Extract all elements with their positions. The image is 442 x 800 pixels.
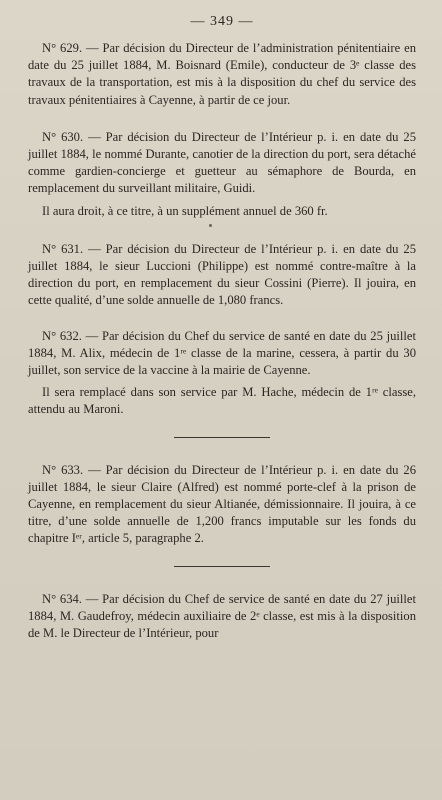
entry-634 bbox=[28, 591, 416, 643]
separator-dot bbox=[209, 224, 212, 227]
entry-631-text: N° 631. — Par décision du Directeur de l’Intérieur p. i. en date du 25 juillet 1884, le sieur Luccioni (Philippe) est nommé contre-maître à la direction du port, en remplacement du sieur Cossini (Pierre). Il jouira, en cette qualité, d’une solde annuelle de 1,080 francs. bbox=[28, 241, 416, 308]
entry-629-text: N° 629. — Par décision du Directeur de l’administration pénitentiaire en date du 25 juillet 1884, M. Boisnard (Emile), conducteur de 3ᵉ classe des travaux de la transportation, est mis à la disposition du chef du service des travaux pénitentiaires à Cayenne, à partir de ce jour. bbox=[28, 41, 416, 107]
entry-632 bbox=[28, 328, 416, 419]
section-rule bbox=[174, 566, 270, 567]
entry-630-text: N° 630. — Par décision du Directeur de l’Intérieur p. i. en date du 25 juillet 1884, le nommé Durante, canotier de la direction du port, sera détaché comme gardien-concierge et guetteur au sémaphore de Bourda, en remplacement du surveillant militaire, Guidi. bbox=[28, 129, 416, 196]
entry-629 bbox=[28, 40, 416, 109]
entry-632-text: N° 632. — Par décision du Chef du service de santé en date du 25 juillet 1884, M. Alix, médecin de 1ʳᵉ classe de la marine, cessera, à partir du 30 juillet, son service de la vaccine à la mairie de Cayenne. bbox=[28, 328, 416, 378]
entry-633 bbox=[28, 462, 416, 548]
entry-631 bbox=[28, 241, 416, 310]
section-rule bbox=[174, 437, 270, 438]
entry-632-replacement: Il sera remplacé dans son service par M. Hache, médecin de 1ʳᵉ classe, attendu au Maroni. bbox=[28, 385, 416, 417]
entry-633-text: N° 633. — Par décision du Directeur de l’Intérieur p. i. en date du 26 juillet 1884, le sieur Claire (Alfred) est nommé porte-clef à la prison de Cayenne, en remplacement du sieur Altianée, démissionnaire. Il jouira, à ce titre, d’une solde annuelle de 1,200 francs imputable sur les fonds du chapitre Iᵉʳ, article 5, paragraphe 2. bbox=[28, 462, 416, 546]
entry-630 bbox=[28, 129, 416, 220]
page-number: — 349 — bbox=[190, 14, 254, 29]
entry-634-text: N° 634. — Par décision du Chef de service de santé en date du 27 juillet 1884, M. Gaudefroy, médecin auxiliaire de 2ᵉ classe, est mis à la disposition de M. le Directeur de l’Intérieur, pour bbox=[28, 591, 416, 641]
entry-630-supplement: Il aura droit, à ce titre, à un supplément annuel de 360 fr. bbox=[42, 203, 328, 218]
